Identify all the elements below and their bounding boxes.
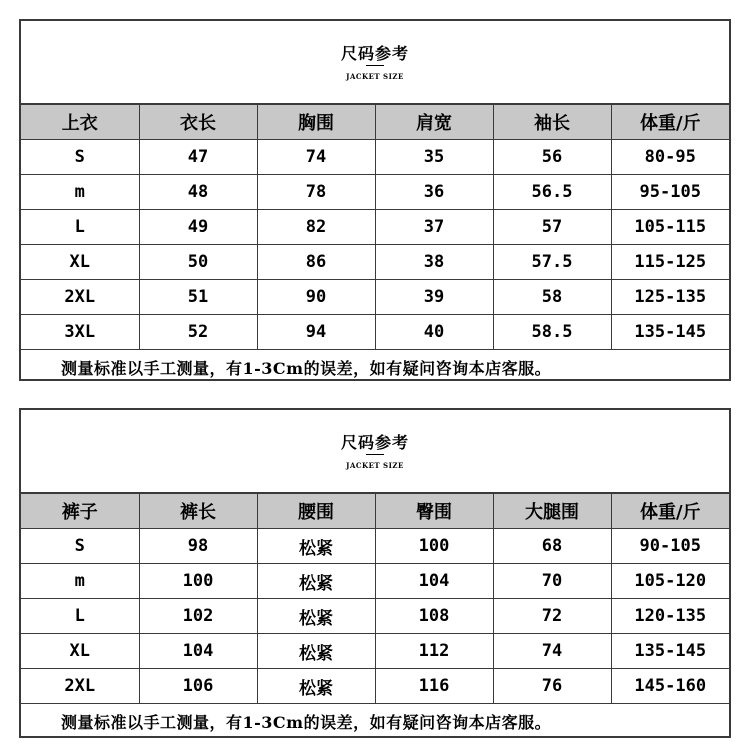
table-row xyxy=(21,634,729,669)
card-header xyxy=(21,410,729,492)
title-divider xyxy=(366,454,384,455)
table-cell: 48 xyxy=(139,175,257,210)
column-header: 胸围 xyxy=(257,104,375,140)
measurement-note: 测量标准以手工测量，有1-3Cm的误差，如有疑问咨询本店客服。 xyxy=(21,350,729,385)
column-header: 衣长 xyxy=(139,104,257,140)
table-cell: 135-145 xyxy=(611,634,729,669)
table-cell: XL xyxy=(21,245,139,280)
column-header: 腰围 xyxy=(257,493,375,529)
table-cell: S xyxy=(21,529,139,564)
table-cell: 135-145 xyxy=(611,315,729,350)
table-cell: 松紧 xyxy=(257,669,375,704)
table-cell: 2XL xyxy=(21,280,139,315)
table-cell: 90 xyxy=(257,280,375,315)
table-cell: 98 xyxy=(139,529,257,564)
column-header: 体重/斤 xyxy=(611,493,729,529)
size-table xyxy=(21,492,729,738)
table-cell: 102 xyxy=(139,599,257,634)
table-cell: 2XL xyxy=(21,669,139,704)
note-row xyxy=(21,704,729,739)
table-cell: 112 xyxy=(375,634,493,669)
pants-size-card xyxy=(19,408,731,738)
card-subtitle: JACKET SIZE xyxy=(346,461,404,470)
table-cell: 68 xyxy=(493,529,611,564)
table-cell: 70 xyxy=(493,564,611,599)
table-row xyxy=(21,175,729,210)
table-cell: 51 xyxy=(139,280,257,315)
table-cell: L xyxy=(21,210,139,245)
card-subtitle: JACKET SIZE xyxy=(346,72,404,81)
note-row xyxy=(21,350,729,385)
table-row xyxy=(21,529,729,564)
table-cell: 57 xyxy=(493,210,611,245)
table-cell: 47 xyxy=(139,140,257,175)
table-cell: 104 xyxy=(375,564,493,599)
table-cell: 72 xyxy=(493,599,611,634)
table-cell: 松紧 xyxy=(257,564,375,599)
column-header: 大腿围 xyxy=(493,493,611,529)
column-header: 裤子 xyxy=(21,493,139,529)
table-cell: 58 xyxy=(493,280,611,315)
jacket-size-card xyxy=(19,19,731,381)
column-header: 体重/斤 xyxy=(611,104,729,140)
table-cell: 39 xyxy=(375,280,493,315)
table-cell: 116 xyxy=(375,669,493,704)
table-row xyxy=(21,599,729,634)
table-cell: 104 xyxy=(139,634,257,669)
card-title: 尺码参考 xyxy=(340,433,409,452)
table-cell: 38 xyxy=(375,245,493,280)
column-header: 上衣 xyxy=(21,104,139,140)
size-table xyxy=(21,103,729,384)
table-cell: 40 xyxy=(375,315,493,350)
table-cell: m xyxy=(21,175,139,210)
table-cell: 58.5 xyxy=(493,315,611,350)
table-cell: S xyxy=(21,140,139,175)
table-header-row xyxy=(21,104,729,140)
table-row xyxy=(21,210,729,245)
table-cell: L xyxy=(21,599,139,634)
table-cell: 106 xyxy=(139,669,257,704)
table-cell: 78 xyxy=(257,175,375,210)
column-header: 袖长 xyxy=(493,104,611,140)
table-cell: 105-115 xyxy=(611,210,729,245)
table-cell: 82 xyxy=(257,210,375,245)
table-cell: 56.5 xyxy=(493,175,611,210)
table-cell: 74 xyxy=(493,634,611,669)
table-cell: 36 xyxy=(375,175,493,210)
table-cell: m xyxy=(21,564,139,599)
table-cell: 49 xyxy=(139,210,257,245)
table-header-row xyxy=(21,493,729,529)
title-divider xyxy=(366,65,384,66)
table-cell: 37 xyxy=(375,210,493,245)
column-header: 肩宽 xyxy=(375,104,493,140)
table-cell: 95-105 xyxy=(611,175,729,210)
table-cell: 108 xyxy=(375,599,493,634)
table-cell: 86 xyxy=(257,245,375,280)
table-cell: 90-105 xyxy=(611,529,729,564)
table-row xyxy=(21,140,729,175)
table-cell: 125-135 xyxy=(611,280,729,315)
table-row xyxy=(21,669,729,704)
table-cell: 80-95 xyxy=(611,140,729,175)
table-cell: 120-135 xyxy=(611,599,729,634)
table-cell: 145-160 xyxy=(611,669,729,704)
table-cell: 115-125 xyxy=(611,245,729,280)
table-cell: 94 xyxy=(257,315,375,350)
table-cell: 105-120 xyxy=(611,564,729,599)
table-row xyxy=(21,564,729,599)
table-cell: 35 xyxy=(375,140,493,175)
table-cell: 50 xyxy=(139,245,257,280)
table-cell: 100 xyxy=(375,529,493,564)
table-row xyxy=(21,245,729,280)
table-cell: 57.5 xyxy=(493,245,611,280)
table-cell: 100 xyxy=(139,564,257,599)
table-row xyxy=(21,315,729,350)
column-header: 裤长 xyxy=(139,493,257,529)
table-cell: 76 xyxy=(493,669,611,704)
table-cell: 松紧 xyxy=(257,529,375,564)
card-header xyxy=(21,21,729,103)
table-cell: 52 xyxy=(139,315,257,350)
table-cell: 3XL xyxy=(21,315,139,350)
table-cell: 松紧 xyxy=(257,634,375,669)
table-cell: 56 xyxy=(493,140,611,175)
table-cell: XL xyxy=(21,634,139,669)
table-cell: 松紧 xyxy=(257,599,375,634)
column-header: 臀围 xyxy=(375,493,493,529)
measurement-note: 测量标准以手工测量，有1-3Cm的误差，如有疑问咨询本店客服。 xyxy=(21,704,729,739)
card-title: 尺码参考 xyxy=(340,44,409,63)
table-row xyxy=(21,280,729,315)
table-cell: 74 xyxy=(257,140,375,175)
